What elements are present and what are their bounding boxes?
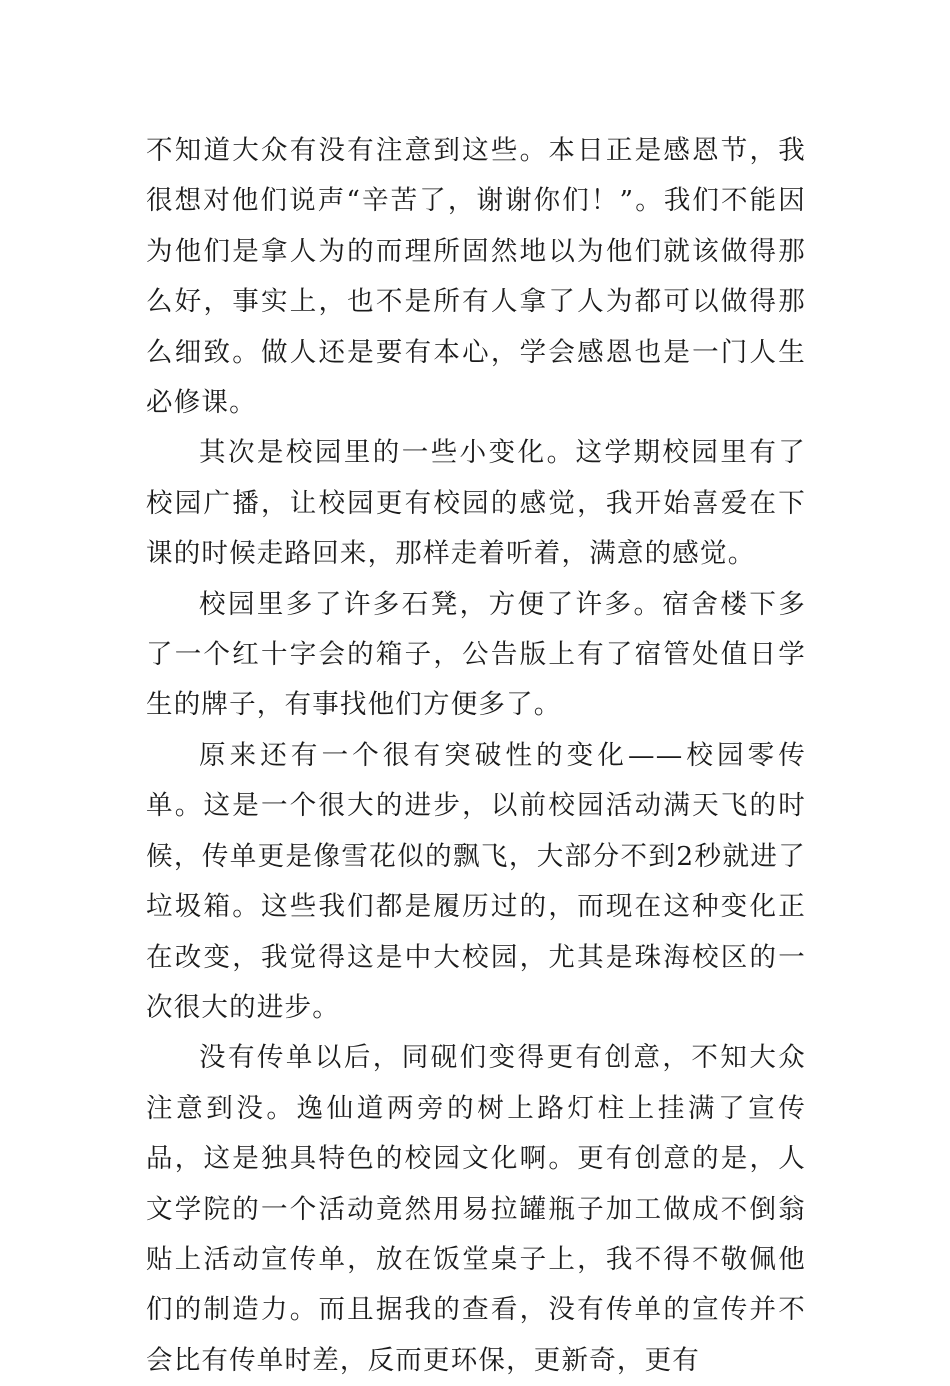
document-body <box>146 126 806 1386</box>
paragraph-4: 原来还有一个很有突破性的变化——校园零传单。这是一个很大的进步，以前校园活动满天飞的时候，传单更是像雪花似的飘飞，大部分不到2秒就进了垃圾箱。这些我们都是履历过的，而现在这种变化正在改变，我觉得这是中大校园，尤其是珠海校区的一次很大的进步。 <box>146 739 806 1023</box>
paragraph-3: 校园里多了许多石凳，方便了许多。宿舍楼下多了一个红十字会的箱子，公告版上有了宿管处值日学生的牌子，有事找他们方便多了。 <box>146 588 806 721</box>
paragraph-2: 其次是校园里的一些小变化。这学期校园里有了校园广播，让校园更有校园的感觉，我开始喜爱在下课的时候走路回来，那样走着听着，满意的感觉。 <box>146 437 806 570</box>
paragraph-5: 没有传单以后，同砚们变得更有创意，不知大众注意到没。逸仙道两旁的树上路灯柱上挂满了宣传品，这是独具特色的校园文化啊。更有创意的是，人文学院的一个活动竟然用易拉罐瓶子加工做成不倒翁贴上活动宣传单，放在饭堂桌子上，我不得不敬佩他们的制造力。而且据我的查看，没有传单的宣传并不会比有传单时差，反而更环保，更新奇，更有 <box>146 1042 806 1376</box>
paragraph-1: 不知道大众有没有注意到这些。本日正是感恩节，我很想对他们说声“辛苦了，谢谢你们！”。我们不能因为他们是拿人为的而理所固然地以为他们就该做得那么好，事实上，也不是所有人拿了人为都可以做得那么细致。做人还是要有本心，学会感恩也是一门人生必修课。 <box>146 135 806 419</box>
